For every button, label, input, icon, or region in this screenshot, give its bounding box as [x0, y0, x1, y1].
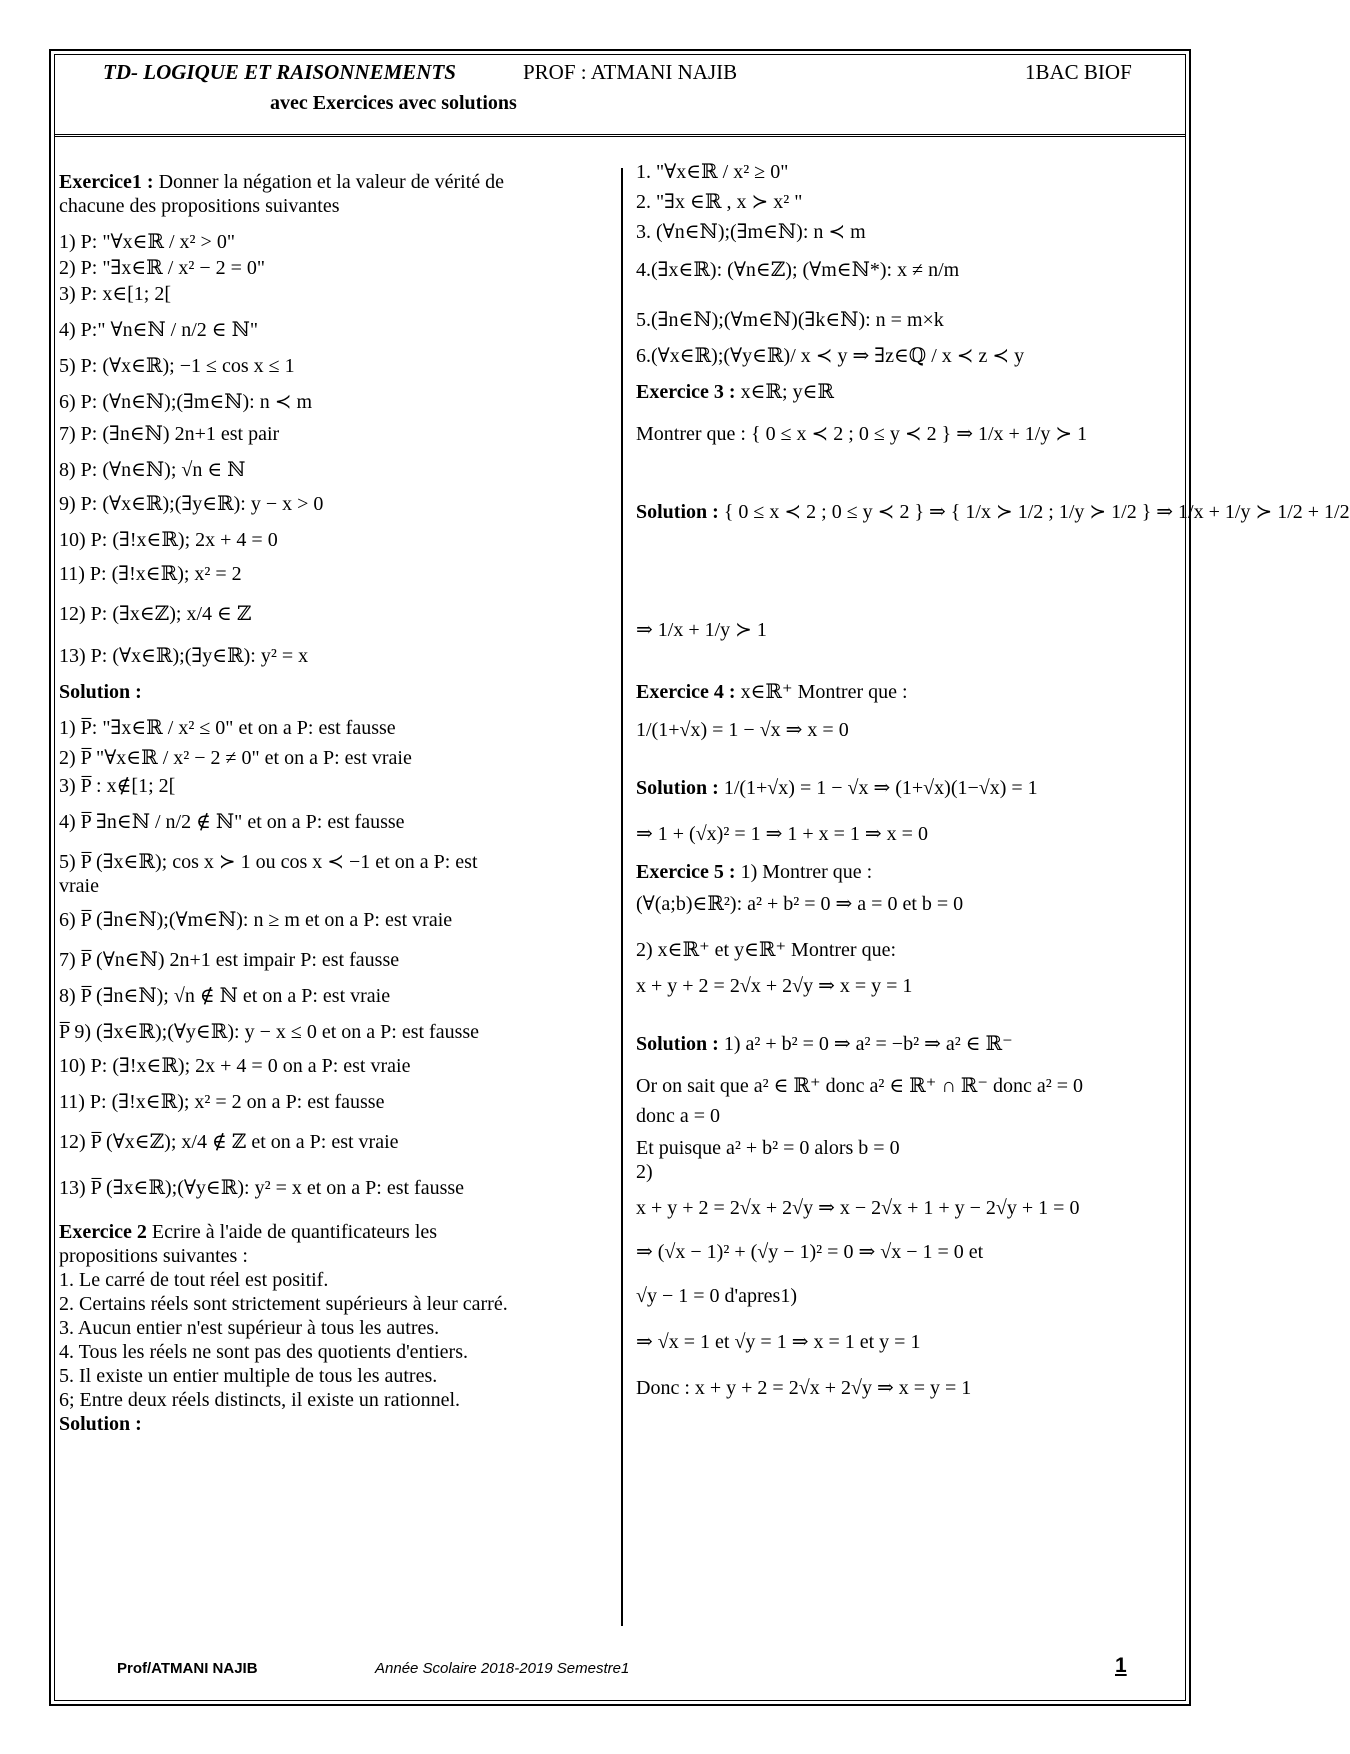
left-text-line: 5) P: (∀x∈ℝ); −1 ≤ cos x ≤ 1 — [59, 355, 295, 377]
left-text-line: 10) P: (∃!x∈ℝ); 2x + 4 = 0 — [59, 529, 278, 551]
left-text-line: 2) P: "∃x∈ℝ / x² − 2 = 0" — [59, 257, 266, 279]
right-text-line: Exercice 4 : x∈ℝ⁺ Montrer que : — [636, 681, 908, 703]
right-text-line: Or on sait que a² ∈ ℝ⁺ donc a² ∈ ℝ⁺ ∩ ℝ⁻ donc a² = 0 — [636, 1075, 1083, 1097]
section-heading: Solution : — [636, 777, 719, 799]
left-text-line: 12) P̅ (∀x∈ℤ); x/4 ∉ ℤ et on a P: est vraie — [59, 1131, 399, 1153]
left-text-line: 5) P̅ (∃x∈ℝ); cos x ≻ 1 ou cos x ≺ −1 et on a P: est — [59, 851, 478, 873]
right-text-line: Donc : x + y + 2 = 2√x + 2√y ⇒ x = y = 1 — [636, 1377, 972, 1399]
right-text-line: 4.(∃x∈ℝ): (∀n∈ℤ); (∀m∈ℕ*): x ≠ n/m — [636, 259, 960, 281]
left-text-line: 13) P̅ (∃x∈ℝ);(∀y∈ℝ): y² = x et on a P: est fausse — [59, 1177, 465, 1199]
left-text-line: 2) P̅ "∀x∈ℝ / x² − 2 ≠ 0" et on a P: est vraie — [59, 747, 412, 769]
left-text-line: 8) P̅ (∃n∈ℕ); √n ∉ ℕ et on a P: est vraie — [59, 985, 391, 1007]
left-text-line: propositions suivantes : — [59, 1245, 248, 1267]
section-heading: Exercice 4 : — [636, 681, 736, 703]
footer-year: Année Scolaire 2018-2019 Semestre1 — [375, 1660, 630, 1677]
right-text-line: Exercice 5 : 1) Montrer que : — [636, 861, 873, 883]
right-text-line: Solution : 1) a² + b² = 0 ⇒ a² = −b² ⇒ a² ∈ ℝ⁻ — [636, 1033, 1013, 1055]
left-text-line: 7) P̅ (∀n∈ℕ) 2n+1 est impair P: est fausse — [59, 949, 400, 971]
left-text-line: P̅ 9) (∃x∈ℝ);(∀y∈ℝ): y − x ≤ 0 et on a P: est fausse — [59, 1021, 480, 1043]
right-text-line: 1/(1+√x) = 1 − √x ⇒ x = 0 — [636, 719, 849, 741]
left-text-line: 3. Aucun entier n'est supérieur à tous les autres. — [59, 1317, 440, 1339]
right-text-line: donc a = 0 — [636, 1105, 721, 1127]
section-heading: Exercice 5 : — [636, 861, 736, 883]
left-text-line: 6; Entre deux réels distincts, il existe un rationnel. — [59, 1389, 461, 1411]
right-text-line: 5.(∃n∈ℕ);(∀m∈ℕ)(∃k∈ℕ): n = m×k — [636, 309, 944, 331]
right-text-line: (∀(a;b)∈ℝ²): a² + b² = 0 ⇒ a = 0 et b = 0 — [636, 893, 964, 915]
document-title: TD- LOGIQUE ET RAISONNEMENTS — [103, 60, 456, 84]
right-text-line: 6.(∀x∈ℝ);(∀y∈ℝ)/ x ≺ y ⇒ ∃z∈ℚ / x ≺ z ≺ y — [636, 345, 1025, 367]
right-text-line: x + y + 2 = 2√x + 2√y ⇒ x − 2√x + 1 + y − 2√y + 1 = 0 — [636, 1197, 1080, 1219]
left-text-line — [59, 1412, 142, 1436]
left-text-line: 1) P: "∀x∈ℝ / x² > 0" — [59, 231, 235, 253]
left-text-line: 8) P: (∀n∈ℕ); √n ∈ ℕ — [59, 459, 246, 481]
right-text-line: 2) x∈ℝ⁺ et y∈ℝ⁺ Montrer que: — [636, 939, 897, 961]
left-text-line: 1) P̅: "∃x∈ℝ / x² ≤ 0" et on a P: est fausse — [59, 717, 396, 739]
section-heading: Exercice 2 — [59, 1221, 147, 1243]
left-text-line: 3) P: x∈[1; 2[ — [59, 283, 172, 305]
right-text-line: 2) — [636, 1161, 653, 1183]
section-heading: Solution : — [636, 1033, 719, 1055]
section-heading: Exercice 3 : — [636, 381, 736, 403]
right-text-line: x + y + 2 = 2√x + 2√y ⇒ x = y = 1 — [636, 975, 913, 997]
right-text-line: Solution : { 0 ≤ x ≺ 2 ; 0 ≤ y ≺ 2 } ⇒ { 1/x ≻ 1/2 ; 1/y ≻ 1/2 } ⇒ 1/x + 1/y ≻ 1/2 + 1/2 — [636, 501, 1350, 523]
left-text-line: 11) P: (∃!x∈ℝ); x² = 2 on a P: est fausse — [59, 1091, 385, 1113]
left-text-line: 7) P: (∃n∈ℕ) 2n+1 est pair — [59, 423, 280, 445]
left-text-line: Exercice1 : Donner la négation et la valeur de vérité de — [59, 171, 504, 193]
right-text-line: Exercice 3 : x∈ℝ; y∈ℝ — [636, 381, 835, 403]
left-text-line: 6) P: (∀n∈ℕ);(∃m∈ℕ): n ≺ m — [59, 391, 313, 413]
left-text-line: 5. Il existe un entier multiple de tous les autres. — [59, 1365, 438, 1387]
document-subtitle: avec Exercices avec solutions — [270, 92, 517, 114]
left-text-line: 4) P:" ∀n∈ℕ / n/2 ∈ ℕ" — [59, 319, 259, 341]
right-text-line: ⇒ √x = 1 et √y = 1 ⇒ x = 1 et y = 1 — [636, 1331, 921, 1353]
section-heading: Solution : — [636, 501, 719, 523]
right-text-line: Solution : 1/(1+√x) = 1 − √x ⇒ (1+√x)(1−√x) = 1 — [636, 777, 1038, 799]
column-divider — [621, 168, 623, 1626]
left-text-line: 9) P: (∀x∈ℝ);(∃y∈ℝ): y − x > 0 — [59, 493, 324, 515]
right-text-line: ⇒ 1 + (√x)² = 1 ⇒ 1 + x = 1 ⇒ x = 0 — [636, 823, 928, 845]
right-text-line: 3. (∀n∈ℕ);(∃m∈ℕ): n ≺ m — [636, 221, 866, 243]
left-text-line: vraie — [59, 875, 99, 897]
page-inner-border — [54, 54, 1186, 1701]
right-text-line: 2. "∃x ∈ℝ , x ≻ x² " — [636, 191, 803, 213]
left-text-line: 2. Certains réels sont strictement supérieurs à leur carré. — [59, 1293, 508, 1315]
right-text-line: Et puisque a² + b² = 0 alors b = 0 — [636, 1137, 900, 1159]
left-text-line: 4) P̅ ∃n∈ℕ / n/2 ∉ ℕ" et on a P: est fausse — [59, 811, 405, 833]
right-text-line: 1. "∀x∈ℝ / x² ≥ 0" — [636, 161, 789, 183]
left-text-line: 1. Le carré de tout réel est positif. — [59, 1269, 329, 1291]
footer-author: Prof/ATMANI NAJIB — [117, 1660, 258, 1677]
right-text-line: ⇒ 1/x + 1/y ≻ 1 — [636, 619, 767, 641]
class-label: 1BAC BIOF — [1025, 60, 1132, 84]
left-text-line: 10) P: (∃!x∈ℝ); 2x + 4 = 0 on a P: est vraie — [59, 1055, 411, 1077]
left-text-line: 4. Tous les réels ne sont pas des quotients d'entiers. — [59, 1341, 468, 1363]
section-heading: Solution : — [59, 1413, 142, 1435]
left-text-line: 12) P: (∃x∈ℤ); x/4 ∈ ℤ — [59, 603, 252, 625]
left-text-line — [59, 680, 142, 704]
professor-name: PROF : ATMANI NAJIB — [523, 60, 738, 84]
left-text-line: chacune des propositions suivantes — [59, 195, 340, 217]
page-number: 1 — [1115, 1654, 1127, 1677]
section-heading: Solution : — [59, 681, 142, 703]
right-text-line: Montrer que : { 0 ≤ x ≺ 2 ; 0 ≤ y ≺ 2 } ⇒ 1/x + 1/y ≻ 1 — [636, 423, 1088, 445]
left-text-line: 3) P̅ : x∉[1; 2[ — [59, 775, 176, 797]
left-text-line: 6) P̅ (∃n∈ℕ);(∀m∈ℕ): n ≥ m et on a P: est vraie — [59, 909, 453, 931]
right-text-line: ⇒ (√x − 1)² + (√y − 1)² = 0 ⇒ √x − 1 = 0 et — [636, 1241, 984, 1263]
right-text-line: √y − 1 = 0 d'apres1) — [636, 1285, 797, 1307]
section-heading: Exercice1 : — [59, 171, 154, 193]
left-text-line: 13) P: (∀x∈ℝ);(∃y∈ℝ): y² = x — [59, 645, 309, 667]
left-text-line: Exercice 2 Ecrire à l'aide de quantificateurs les — [59, 1221, 438, 1243]
left-text-line: 11) P: (∃!x∈ℝ); x² = 2 — [59, 563, 242, 585]
